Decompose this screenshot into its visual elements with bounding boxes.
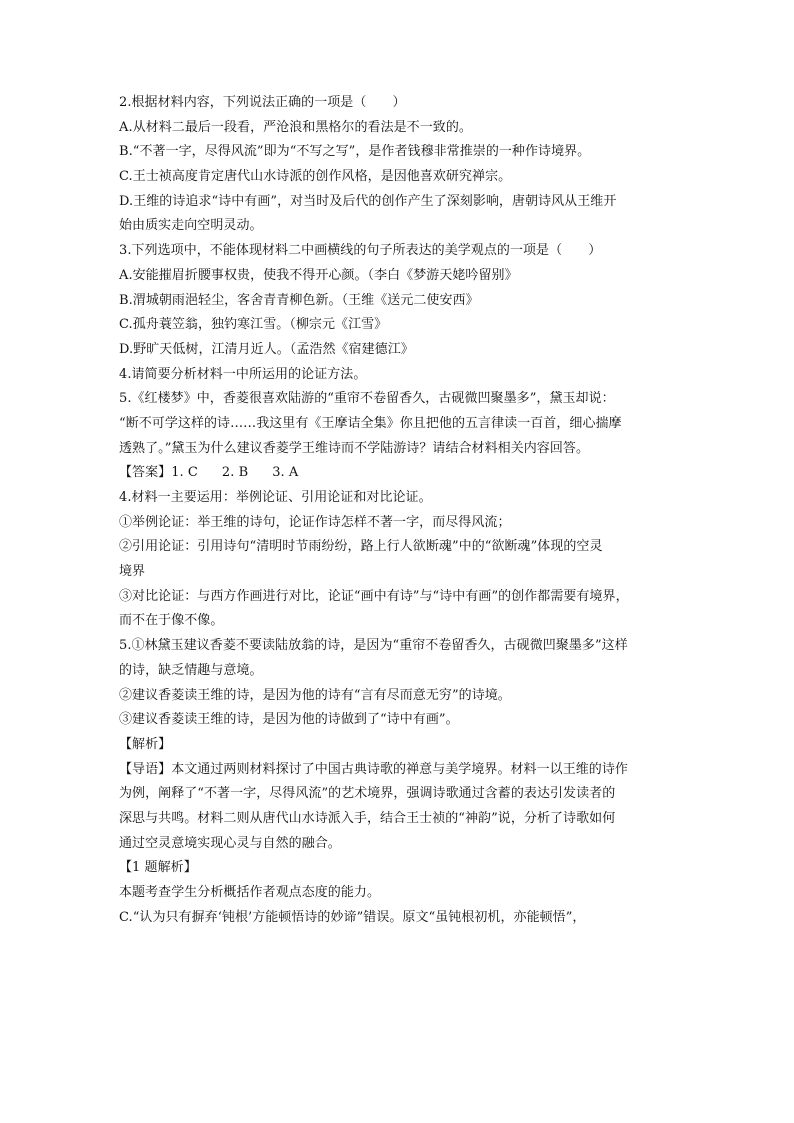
question-3-option-a: A.安能摧眉折腰事权贵，使我不得开心颜。（李白《梦游天姥吟留别》 — [119, 267, 518, 283]
question-2-stem: 2.根据材料内容，下列说法正确的一项是（ ） — [119, 95, 406, 110]
answer-3: 3. A — [272, 465, 299, 481]
question-3-option-d: D.野旷天低树，江清月近人。（孟浩然《宿建德江》 — [119, 341, 414, 357]
question-5-stem: 5.《红楼梦》中，香菱很喜欢陆游的“重帘不卷留香久，古砚微凹聚墨多”，黛玉却说： — [119, 391, 615, 407]
question-2-option-a: A.从材料二最后一段看，严沧浪和黑格尔的看法是不一致的。 — [119, 119, 472, 135]
intro-paragraph-cont: 通过空灵意境实现心灵与自然的融合。 — [119, 835, 341, 851]
answer-5-point-3: ③建议香菱读王维的诗，是因为他的诗做到了“诗中有画”。 — [119, 712, 459, 728]
question-2-option-d: D.王维的诗追求“诗中有画”，对当时及后代的创作产生了深刻影响，唐朝诗风从王维开 — [119, 193, 617, 209]
question-5-stem-cont: “断不可学这样的诗……我这里有《王摩诘全集》你且把他的五言律读一百首，细心揣摩 — [119, 415, 622, 431]
answer-4-summary: 4.材料一主要运用：举例论证、引用论证和对比论证。 — [119, 490, 432, 505]
answer-5-point-2: ②建议香菱读王维的诗，是因为他的诗有“言有尽而意无穷”的诗境。 — [119, 687, 511, 703]
answer-4-point-3-cont: 而不在于像不像。 — [119, 613, 224, 629]
question-3-option-b: B.渭城朝雨浥轻尘，客舍青青柳色新。（王维《送元二使安西》 — [119, 292, 479, 308]
question-5-stem-cont: 透熟了。”黛玉为什么建议香菱学王维诗而不学陆游诗？请结合材料相关内容回答。 — [119, 440, 589, 456]
answer-5-point-1: 5.①林黛玉建议香菱不要读陆放翁的诗，是因为“重帘不卷留香久，古砚微凹聚墨多”这样 — [119, 638, 628, 654]
question-2-option-d-cont: 始由质实走向空明灵动。 — [119, 218, 263, 234]
document-page — [119, 91, 679, 930]
question-4-stem: 4.请简要分析材料一中所运用的论证方法。 — [119, 366, 367, 382]
intro-paragraph: 【导语】本文通过两则材料探讨了中国古典诗歌的禅意与美学境界。材料一以王维的诗作 — [119, 761, 628, 777]
intro-paragraph-cont: 为例，阐释了“不著一字，尽得风流”的艺术境界，强调诗歌通过含蓄的表达引发读者的 — [119, 786, 616, 802]
answer-4-point-2: ②引用论证：引用诗句“清明时节雨纷纷，路上行人欲断魂”中的“欲断魂”体现的空灵 — [119, 539, 603, 555]
answer-4-point-3: ③对比论证：与西方作画进行对比，论证“画中有诗”与“诗中有画”的创作都需要有境界， — [119, 588, 629, 604]
question-3-option-c: C.孤舟蓑笠翁，独钓寒江雪。（柳宗元《江雪》 — [119, 317, 388, 333]
question-1-analysis-heading: 【1 题解析】 — [119, 860, 197, 876]
question-1-analysis-text: 本题考查学生分析概括作者观点态度的能力。 — [119, 885, 381, 900]
question-1-analysis-option-c: C.“认为只有摒弃‘钝根’方能顿悟诗的妙谛”错误。原文“虽钝根初机，亦能顿悟”， — [119, 909, 586, 925]
question-2-option-c: C.王士祯高度肯定唐代山水诗派的创作风格，是因他喜欢研究禅宗。 — [119, 169, 512, 185]
answer-1: 【答案】1. C — [119, 465, 198, 481]
question-3-stem: 3.下列选项中，不能体现材料二中画横线的句子所表达的美学观点的一项是（ ） — [119, 243, 602, 259]
question-2-option-b: B.“不著一字，尽得风流”即为“不写之写”，是作者钱穆非常推崇的一种作诗境界。 — [119, 144, 591, 160]
answer-key — [119, 461, 679, 486]
answer-4-point-2-cont: 境界 — [119, 564, 146, 580]
answer-4-point-1: ①举例论证：举王维的诗句，论证作诗怎样不著一字，而尽得风流； — [119, 514, 511, 530]
analysis-heading: 【解析】 — [119, 736, 172, 752]
intro-paragraph-cont: 深思与共鸣。材料二则从唐代山水诗派入手，结合王士祯的“神韵”说，分析了诗歌如何 — [119, 810, 616, 826]
answer-2: 2. B — [221, 465, 249, 481]
answer-5-point-1-cont: 的诗，缺乏情趣与意境。 — [119, 662, 263, 678]
